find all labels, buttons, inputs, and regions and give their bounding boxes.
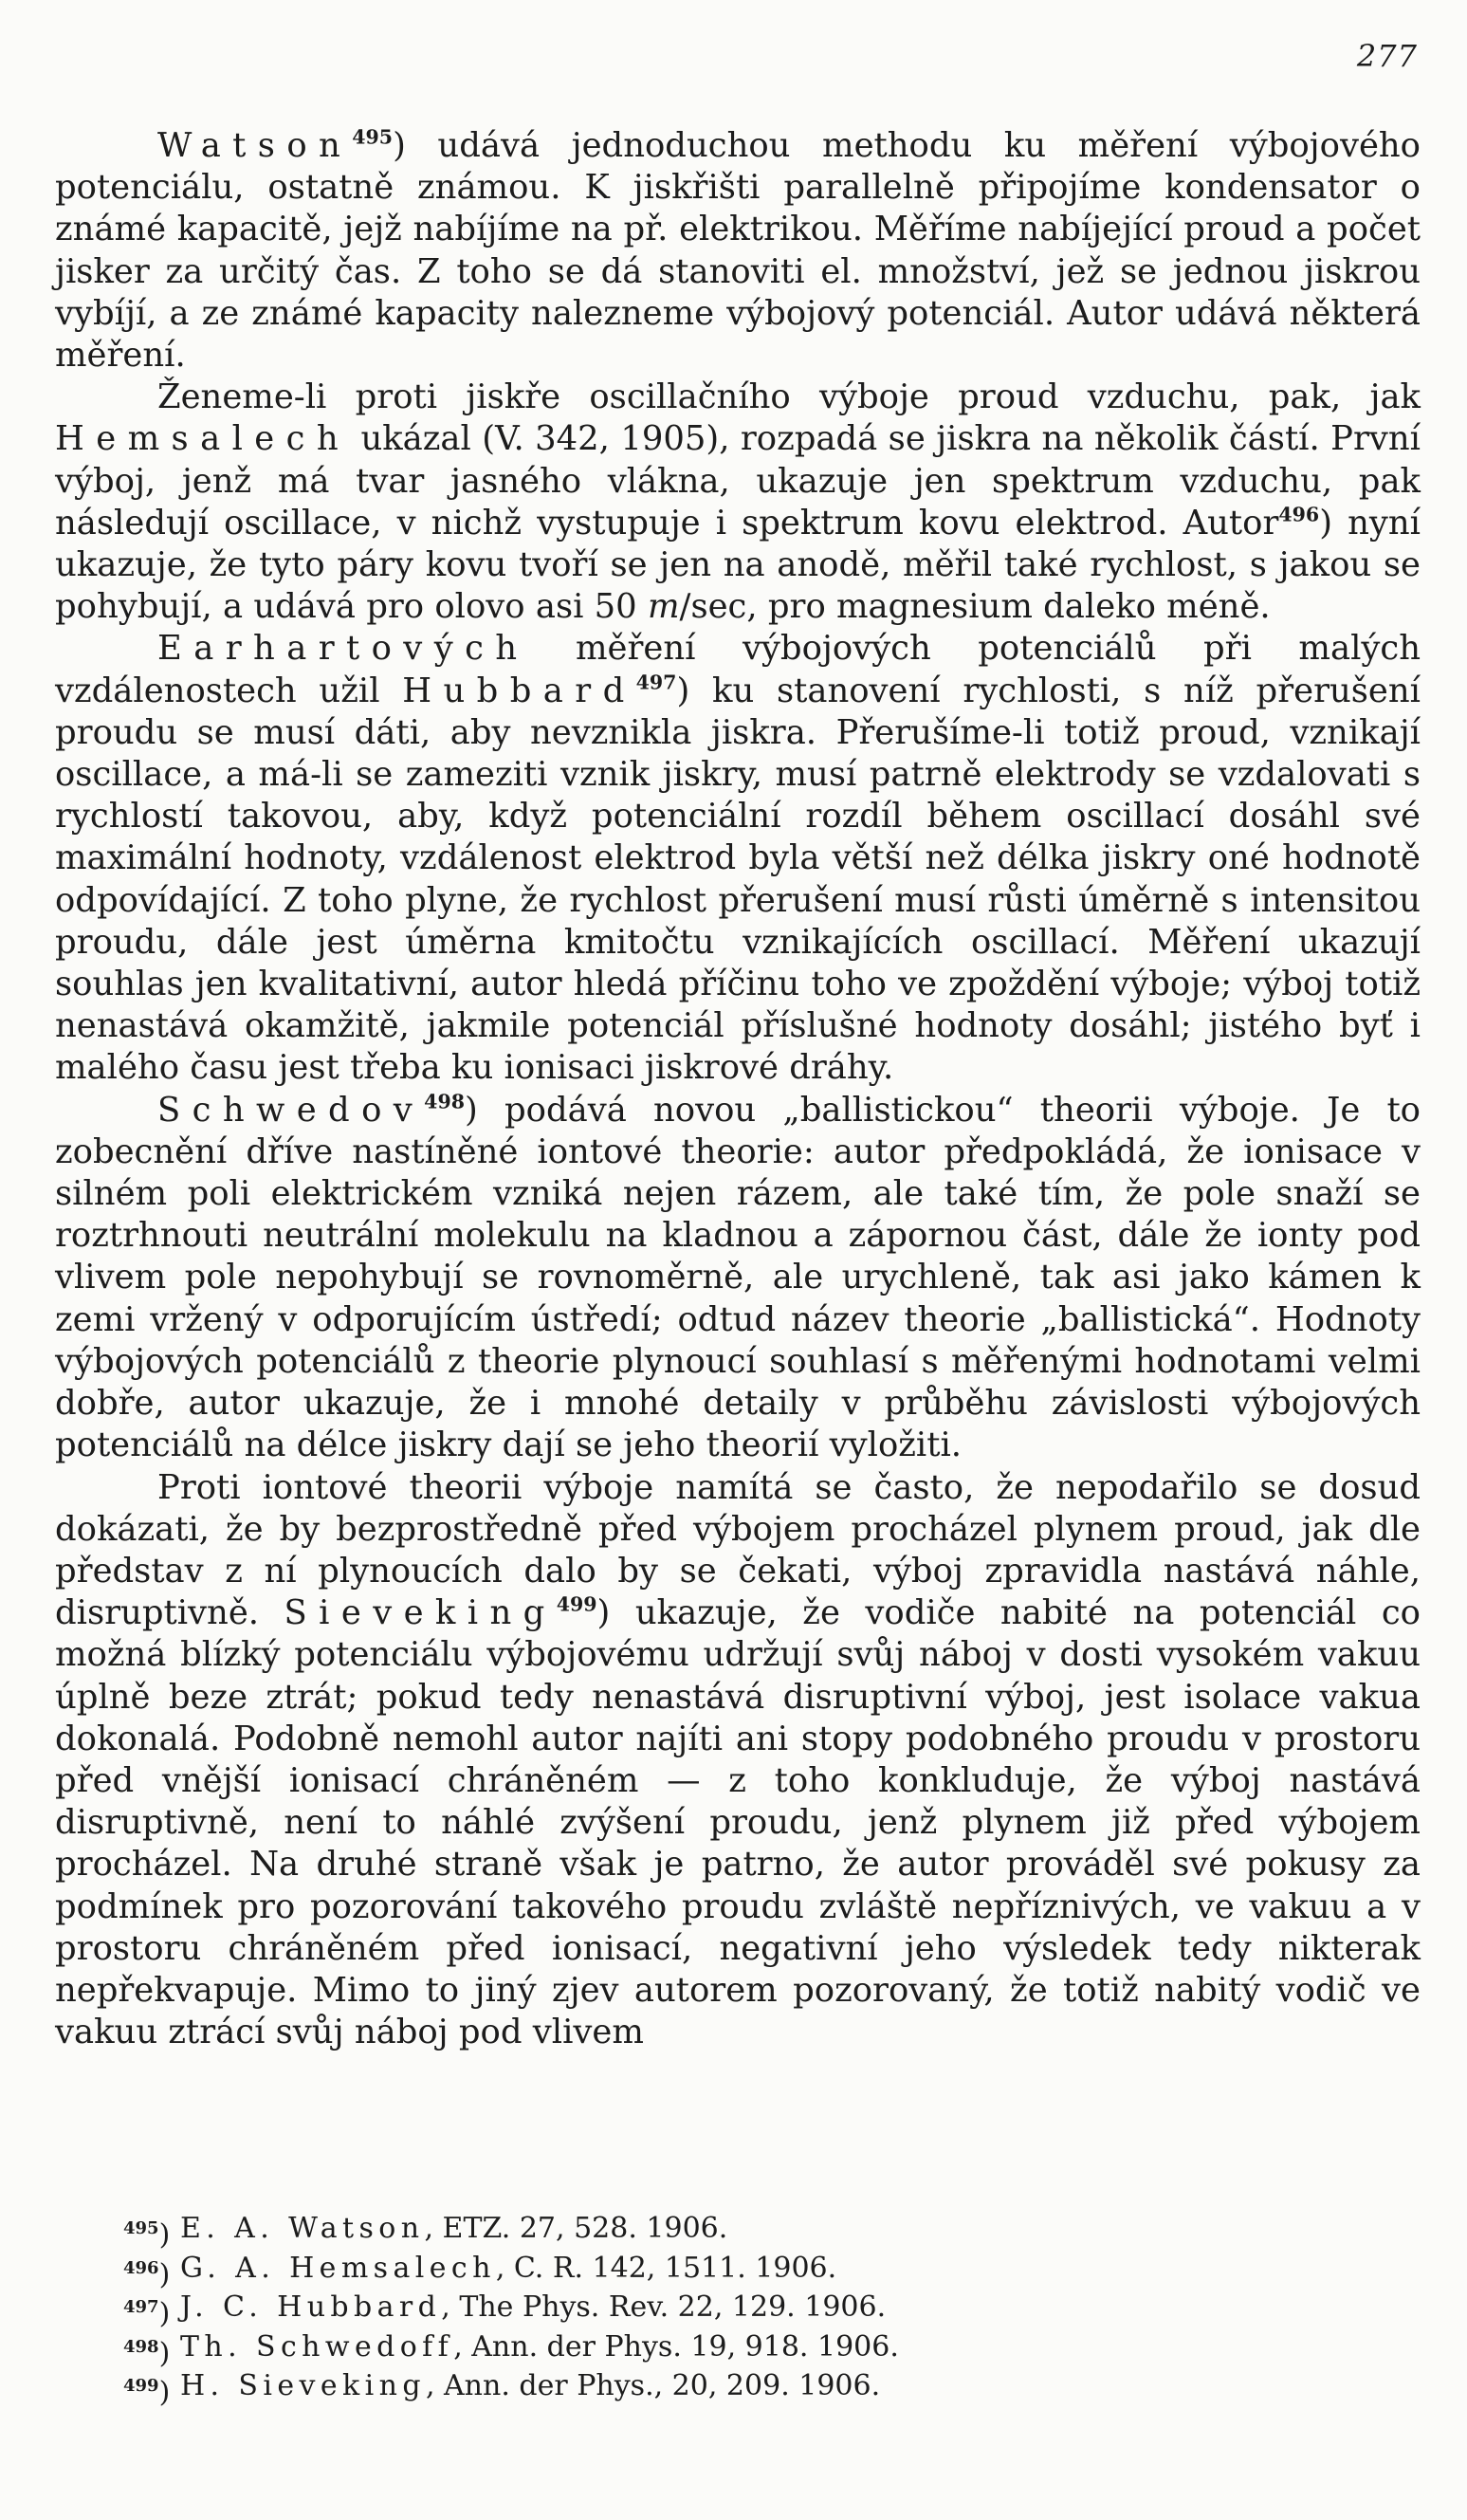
- footnote: [123, 2213, 1356, 2253]
- page-number: 277: [1356, 38, 1418, 74]
- text-run: ) podává novou „ballistickou“ theorii výboje. Je to zobecnění dříve nastíněné iontové theorie: autor předpokládá, že ionisace v silném poli elektrickém vzniká nejen rázem, ale také tím, že pole snaží se roztrhnouti neutrální molekulu na kladnou a zápornou část, dále že ionty pod vlivem pole nepohybují se rovnoměrně, ale urychleně, tak asi jako kámen k zemi vržený v odporujícím ústředí; odtud název theorie „ballistická“. Hodnoty výbojových potenciálů z theorie plynoucí souhlasí s měřenými hodnotami velmi dobře, autor ukazuje, že i mnohé detaily v průběhu závislosti výbojových potenciálů na délce jiskry dají se jeho theorií vyložiti.: [55, 1090, 1421, 1465]
- text-run: měření výbojových potenciálů při malých vzdálenostech užil: [55, 629, 1421, 710]
- footnote-author: H. Sieveking: [180, 2369, 426, 2402]
- footnote-mark: $^{498}$): [123, 2336, 171, 2370]
- text-run: ) ku stanovení rychlosti, s níž přerušení proudu se musí dáti, aby nevznikla jiskra. Přerušíme-li totiž proud, vznikají oscillace, a má-li se zameziti vznik jiskry, musí patrně elektrody se vzdalovati s rychlostí takovou, aby, když potenciální rozdíl během oscillací dosáhl své maximální hodnoty, vzdálenost elektrod byla větší než délka jiskry oné hodnotě odpovídající. Z toho plyne, že rychlost přerušení musí růsti úměrně s intensitou proudu, dále jest úměrna kmitočtu vznikajících oscillací. Měření ukazují souhlas jen kvalitativní, autor hledá příčinu toho ve zpoždění výboje; výboj totiž nenastává okamžitě, jakmile potenciál příslušné hodnoty dosáhl; jistého byť i malého času jest třeba ku ionisaci jiskrové dráhy.: [55, 671, 1421, 1088]
- text-run: ) udává jednoduchou methodu ku měření výbojového potenciálu, ostatně známou. K jiskřišti parallelně připojíme kondensator o známé kapacitě, jejž nabíjíme na př. elektrikou. Měříme nabíjející proud a počet jisker za určitý čas. Z toho se dá stanoviti el. množství, jež se jednou jiskrou vybíjí, a ze známé kapacity nalezneme výbojový potenciál. Autor udává některá měření.: [55, 126, 1421, 376]
- text-run: ) ukazuje, že vodiče nabité na potenciál co možná blízký potenciálu výbojovému udržují svůj náboj v dosti vysokém vakuu úplně beze ztrát; pokud tedy nenastává disruptivní výboj, jest isolace vakua dokonalá. Podobně nemohl autor najíti ani stopy podobného proudu v prostoru před vnější ionisací chráněném — z toho konkluduje, že výboj nastává disruptivně, není to náhlé zvýšení proudu, jenž plynem již před výbojem procházel. Na druhé straně však je patrno, že autor prováděl své pokusy za podmínek pro pozorování takového proudu zvláště nepříznivých, ve vakuu a v prostoru chráněném před ionisací, negativní jeho výsledek tedy nikterak nepřekvapuje. Mimo to jiný zjev autorem pozorovaný, že totiž nabitý vodič ve vakuu ztrácí svůj náboj pod vlivem: [55, 1593, 1421, 2052]
- footnote-reference: , C. R. 142, 1511. 1906.: [495, 2251, 837, 2285]
- footnote: [123, 2331, 1356, 2371]
- text-run: ) nyní ukazuje, že tyto páry kovu tvoří se jen na anodě, měřil také rychlost, s jakou se pohybují, a udává pro olovo asi 50: [55, 503, 1421, 627]
- footnote-mark: $^{495}$): [123, 2218, 171, 2252]
- italic-text: m: [647, 587, 680, 627]
- footnotes: [123, 2213, 1356, 2410]
- footnote-mark: $^{496}$): [123, 2257, 171, 2291]
- footnote-ref: 499: [556, 1592, 597, 1616]
- footnote-author: E. A. Watson: [180, 2212, 425, 2245]
- footnote-number: 498: [123, 2336, 159, 2357]
- footnote-number: 497: [123, 2297, 159, 2317]
- footnote-author: Th. Schwedoff: [180, 2329, 454, 2364]
- body-text: [55, 125, 1421, 2053]
- spaced-author-name: Schwedov: [157, 1090, 425, 1130]
- text-run: /sec, pro magnesium daleko méně.: [679, 587, 1271, 627]
- footnote-reference: , The Phys. Rev. 22, 129. 1906.: [441, 2290, 887, 2324]
- footnote-ref: 496: [1278, 503, 1320, 526]
- text-run: Ženeme-li proti jiskře oscillačního výboje proud vzduchu, pak, jak: [157, 377, 1421, 417]
- footnote: [123, 2253, 1356, 2292]
- footnote-reference: , ETZ. 27, 528. 1906.: [424, 2212, 728, 2245]
- footnote-ref: 495: [352, 125, 394, 149]
- paragraph: [55, 1467, 1421, 2054]
- spaced-author-name: Sieveking: [284, 1593, 557, 1633]
- footnote-author: G. A. Hemsalech: [180, 2251, 496, 2285]
- footnote-number: 496: [123, 2257, 159, 2278]
- footnote-mark: $^{499}$): [123, 2376, 171, 2409]
- spaced-author-name: Hemsalech: [55, 419, 351, 459]
- text-run: ukázal (V. 342, 1905), rozpadá se jiskra na několik částí. První výboj, jenž má tvar jasného vlákna, ukazuje jen spektrum vzduchu, pak následují oscillace, v nichž vystupuje i spektrum kovu elektrod. Autor: [55, 419, 1421, 543]
- footnote-ref: 497: [635, 671, 677, 694]
- footnote-author: J. C. Hubbard: [180, 2290, 442, 2324]
- footnote-ref: 498: [424, 1090, 465, 1113]
- footnote-mark: $^{497}$): [123, 2297, 171, 2330]
- footnote-number: 499: [123, 2376, 159, 2396]
- text-run: Proti iontové theorii výboje namítá se často, že nepodařilo se dosud dokázati, že by bezprostředně před výbojem procházel plynem proud, jak dle představ z ní plynoucích dalo by se čekati, výboj zpravidla nastává náhle, disruptivně.: [55, 1467, 1421, 1633]
- paragraph: [55, 628, 1421, 1089]
- footnote-reference: , Ann. der Phys. 19, 918. 1906.: [453, 2329, 899, 2364]
- paragraph: [55, 125, 1421, 377]
- spaced-author-name: Hubbard: [402, 671, 636, 710]
- footnote-number: 495: [123, 2218, 159, 2238]
- paragraph: [55, 377, 1421, 628]
- footnote: [123, 2370, 1356, 2410]
- spaced-author-name: Earhartových: [157, 629, 529, 669]
- paragraph: [55, 1090, 1421, 1467]
- spaced-author-name: Watson: [157, 126, 353, 165]
- footnote: [123, 2291, 1356, 2331]
- footnote-reference: , Ann. der Phys., 20, 209. 1906.: [425, 2369, 881, 2402]
